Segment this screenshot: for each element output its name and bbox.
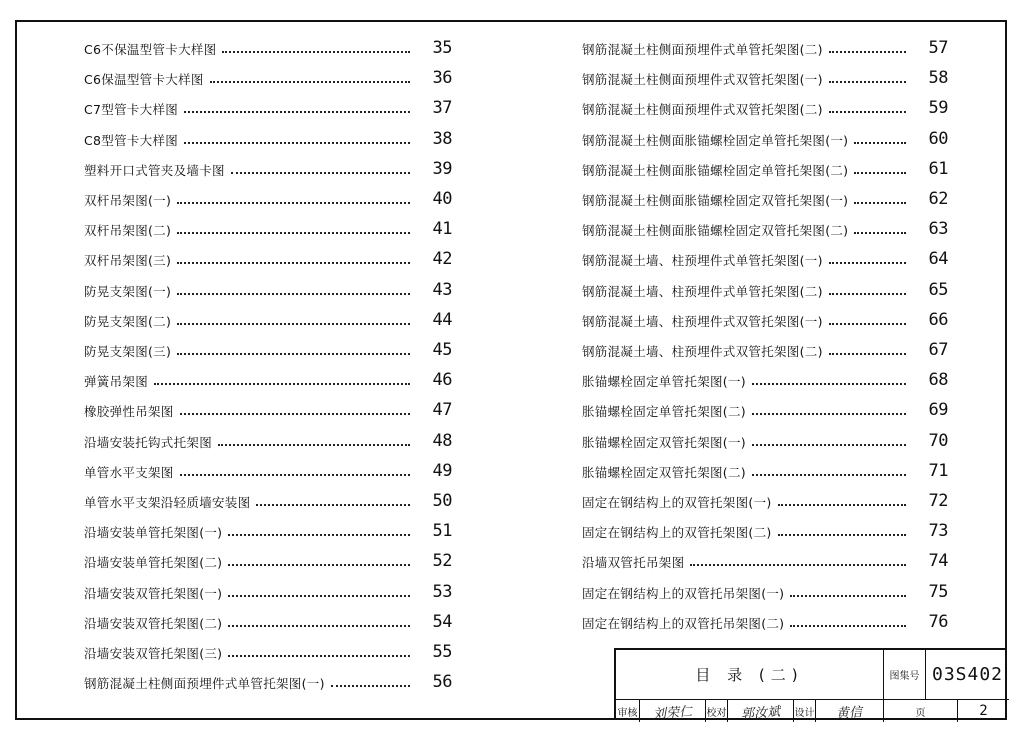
dot-leader xyxy=(222,51,410,53)
toc-entry-page: 56 xyxy=(432,672,452,693)
toc-entry-title: 沿墙安装托钩式托架图 xyxy=(84,434,213,450)
toc-entry-title: 沿墙安装双管托架图(一) xyxy=(84,585,223,601)
dot-leader xyxy=(854,202,906,204)
dot-leader xyxy=(752,383,906,385)
toc-entry-title: 胀锚螺栓固定双管托架图(一) xyxy=(582,434,746,450)
toc-entry xyxy=(84,459,452,481)
toc-entry xyxy=(84,338,452,360)
toc-entry-title: 双杆吊架图(三) xyxy=(84,253,172,269)
toc-entry-title: 胀锚螺栓固定单管托架图(一) xyxy=(582,374,746,390)
dot-leader xyxy=(829,81,906,83)
toc-entry xyxy=(582,398,948,420)
toc-entry-page: 45 xyxy=(432,340,452,360)
toc-entry xyxy=(84,670,452,692)
dot-leader xyxy=(177,323,410,325)
toc-entry xyxy=(84,429,452,451)
toc-entry-page: 71 xyxy=(928,460,948,481)
dot-leader xyxy=(829,51,906,53)
dot-leader xyxy=(790,625,906,627)
toc-entry-title: 固定在钢结构上的双管托吊架图(一) xyxy=(582,585,785,601)
toc-entry-page: 39 xyxy=(432,158,452,179)
toc-entry-page: 74 xyxy=(928,551,948,572)
toc-entry-title: 沿墙安装双管托架图(三) xyxy=(84,646,223,661)
dot-leader xyxy=(228,595,410,597)
dot-leader xyxy=(829,293,906,295)
toc-entry-page: 51 xyxy=(432,521,452,542)
toc-entry-title: 钢筋混凝土柱侧面预埋件式双管托架图(一) xyxy=(582,72,823,88)
toc-entry-page: 44 xyxy=(432,309,452,330)
toc-entry-title: 胀锚螺栓固定单管托架图(二) xyxy=(582,404,746,420)
toc-entry-title: 胀锚螺栓固定双管托架图(二) xyxy=(582,464,746,480)
toc-entry-title: 固定在钢结构上的双管托架图(一) xyxy=(582,495,772,510)
toc-entry-title: 钢筋混凝土柱侧面胀锚螺栓固定单管托架图(一) xyxy=(582,132,849,148)
atlas-number: 03S402 xyxy=(926,650,1009,700)
atlas-number-label: 图集号 xyxy=(884,650,926,700)
toc-entry xyxy=(84,519,452,541)
toc-entry xyxy=(582,247,948,269)
toc-entry xyxy=(582,459,948,481)
review-signature xyxy=(640,700,706,722)
toc-entry-title: 钢筋混凝土柱侧面胀锚螺栓固定单管托架图(二) xyxy=(582,162,849,178)
toc-entry-page: 75 xyxy=(928,581,948,602)
dot-leader xyxy=(829,262,906,264)
toc-entry-page: 54 xyxy=(432,611,452,632)
toc-entry-title: C8型管卡大样图 xyxy=(84,132,179,148)
toc-entry xyxy=(582,338,948,360)
toc-entry-page: 57 xyxy=(928,38,948,58)
toc-entry xyxy=(84,36,452,58)
toc-entry-page: 72 xyxy=(928,491,948,511)
check-signature-text: 郭汝斌 xyxy=(740,704,781,722)
toc-entry-page: 66 xyxy=(928,309,948,330)
dot-leader xyxy=(829,111,906,113)
toc-entry xyxy=(84,640,452,662)
toc-entry xyxy=(84,580,452,602)
toc-entry xyxy=(582,429,948,451)
dot-leader xyxy=(218,444,410,446)
toc-entry-title: 双杆吊架图(二) xyxy=(84,223,172,239)
toc-entry-title: 钢筋混凝土柱侧面预埋件式单管托架图(一) xyxy=(84,676,325,692)
toc-entry-title: 钢筋混凝土墙、柱预埋件式双管托架图(一) xyxy=(582,313,823,329)
toc-entry-title: 钢筋混凝土墙、柱预埋件式单管托架图(一) xyxy=(582,253,823,269)
toc-entry xyxy=(84,489,452,511)
toc-entry-page: 69 xyxy=(928,400,948,421)
toc-entry-title: 防晃支架图(一) xyxy=(84,283,172,299)
toc-entry-page: 68 xyxy=(928,370,948,391)
toc-entry xyxy=(84,157,452,179)
toc-entry xyxy=(84,127,452,149)
design-signature-text: 黄信 xyxy=(836,704,864,722)
toc-entry xyxy=(84,278,452,300)
toc-entry xyxy=(84,217,452,239)
toc-entry-title: 钢筋混凝土柱侧面预埋件式单管托架图(二) xyxy=(582,42,823,57)
toc-entry-page: 61 xyxy=(928,158,948,179)
dot-leader xyxy=(854,172,906,174)
toc-entry-page: 60 xyxy=(928,128,948,149)
toc-entry-title: 沿墙安装单管托架图(一) xyxy=(84,525,223,541)
toc-entry-title: 沿墙双管托吊架图 xyxy=(582,555,685,571)
dot-leader xyxy=(180,474,410,476)
toc-entry xyxy=(582,157,948,179)
toc-entry-page: 76 xyxy=(928,611,948,632)
toc-entry xyxy=(582,368,948,390)
toc-entry-page: 43 xyxy=(432,279,452,300)
toc-entry-page: 52 xyxy=(432,551,452,572)
toc-entry-page: 58 xyxy=(928,68,948,89)
toc-entry xyxy=(84,247,452,269)
toc-entry-page: 37 xyxy=(432,98,452,119)
toc-entry xyxy=(582,127,948,149)
dot-leader xyxy=(778,504,906,506)
dot-leader xyxy=(177,353,410,355)
toc-entry-title: 沿墙安装双管托架图(二) xyxy=(84,615,223,631)
toc-entry-title: C7型管卡大样图 xyxy=(84,102,179,118)
check-label: 校对 xyxy=(706,700,728,722)
toc-entry-title: 单管水平支架沿轻质墙安装图 xyxy=(84,495,251,510)
dot-leader xyxy=(177,232,410,234)
dot-leader xyxy=(331,685,410,687)
toc-entry-title: 橡胶弹性吊架图 xyxy=(84,404,174,420)
dot-leader xyxy=(228,655,410,657)
toc-entry-page: 41 xyxy=(432,219,452,240)
toc-entry xyxy=(582,549,948,571)
toc-entry xyxy=(582,308,948,330)
toc-entry xyxy=(84,398,452,420)
dot-leader xyxy=(752,444,906,446)
toc-entry-title: 钢筋混凝土柱侧面预埋件式双管托架图(二) xyxy=(582,102,823,118)
toc-entry xyxy=(84,610,452,632)
toc-entry-page: 55 xyxy=(432,642,452,662)
toc-entry-title: C6不保温型管卡大样图 xyxy=(84,42,217,57)
toc-entry xyxy=(582,610,948,632)
toc-entry-page: 47 xyxy=(432,400,452,421)
dot-leader xyxy=(752,413,906,415)
toc-entry-page: 49 xyxy=(432,460,452,481)
toc-entry xyxy=(582,580,948,602)
toc-entry-title: 双杆吊架图(一) xyxy=(84,193,172,208)
toc-entry xyxy=(84,549,452,571)
design-signature xyxy=(816,700,884,722)
toc-entry-title: 单管水平支架图 xyxy=(84,464,174,480)
dot-leader xyxy=(154,383,410,385)
dot-leader xyxy=(829,323,906,325)
dot-leader xyxy=(690,564,906,566)
dot-leader xyxy=(184,142,410,144)
toc-entry xyxy=(84,187,452,209)
toc-entry xyxy=(582,96,948,118)
dot-leader xyxy=(184,111,410,113)
toc-entry xyxy=(84,308,452,330)
dot-leader xyxy=(180,413,410,415)
review-signature-text: 刘荣仁 xyxy=(652,704,693,722)
dot-leader xyxy=(228,564,410,566)
toc-entry-page: 67 xyxy=(928,340,948,360)
toc-entry-page: 64 xyxy=(928,249,948,270)
toc-entry-title: 钢筋混凝土柱侧面胀锚螺栓固定双管托架图(二) xyxy=(582,223,849,239)
toc-entry-title: 钢筋混凝土柱侧面胀锚螺栓固定双管托架图(一) xyxy=(582,193,849,208)
dot-leader xyxy=(228,625,410,627)
dot-leader xyxy=(778,534,906,536)
toc-entry xyxy=(582,519,948,541)
toc-entry-page: 53 xyxy=(432,581,452,602)
check-signature xyxy=(728,700,794,722)
toc-entry-page: 36 xyxy=(432,68,452,89)
toc-entry-title: 钢筋混凝土墙、柱预埋件式单管托架图(二) xyxy=(582,283,823,299)
drawing-name: 目 录 (二) xyxy=(616,650,884,700)
dot-leader xyxy=(752,474,906,476)
toc-entry-page: 38 xyxy=(432,128,452,149)
toc-entry-page: 46 xyxy=(432,370,452,391)
toc-entry-page: 65 xyxy=(928,279,948,300)
page-number: 2 xyxy=(979,703,988,719)
toc-entry-title: 钢筋混凝土墙、柱预埋件式双管托架图(二) xyxy=(582,344,823,359)
toc-entry-title: 防晃支架图(二) xyxy=(84,313,172,329)
dot-leader xyxy=(854,232,906,234)
dot-leader xyxy=(790,595,906,597)
dot-leader xyxy=(210,81,410,83)
toc-entry xyxy=(84,66,452,88)
toc-entry-title: 固定在钢结构上的双管托吊架图(二) xyxy=(582,615,785,631)
toc-entry-page: 35 xyxy=(432,38,452,58)
toc-entry-page: 63 xyxy=(928,219,948,240)
toc-entry-title: 固定在钢结构上的双管托架图(二) xyxy=(582,525,772,541)
toc-entry xyxy=(582,217,948,239)
toc-entry-title: C6保温型管卡大样图 xyxy=(84,72,204,88)
dot-leader xyxy=(177,202,410,204)
dot-leader xyxy=(256,504,410,506)
page-label: 页 xyxy=(884,700,958,722)
toc-entry xyxy=(582,278,948,300)
toc-entry-page: 40 xyxy=(432,189,452,209)
toc-entry-title: 沿墙安装单管托架图(二) xyxy=(84,555,223,571)
dot-leader xyxy=(228,534,410,536)
toc-entry xyxy=(582,187,948,209)
toc-entry-page: 73 xyxy=(928,521,948,542)
dot-leader xyxy=(177,293,410,295)
toc-entry-page: 48 xyxy=(432,430,452,451)
review-label: 审核 xyxy=(616,700,640,722)
toc-entry-page: 59 xyxy=(928,98,948,119)
toc-entry xyxy=(582,36,948,58)
toc-entry xyxy=(84,96,452,118)
dot-leader xyxy=(829,353,906,355)
toc-entry-title: 防晃支架图(三) xyxy=(84,344,172,359)
toc-entry-page: 70 xyxy=(928,430,948,451)
toc-entry-title: 塑料开口式管夹及墙卡图 xyxy=(84,162,225,178)
toc-entry-title: 弹簧吊架图 xyxy=(84,374,149,390)
toc-entry xyxy=(582,66,948,88)
toc-entry-page: 62 xyxy=(928,189,948,209)
toc-entry xyxy=(84,368,452,390)
toc-entry xyxy=(582,489,948,511)
design-label: 设计 xyxy=(794,700,816,722)
toc-entry-page: 42 xyxy=(432,249,452,270)
dot-leader xyxy=(854,142,906,144)
title-block xyxy=(614,648,1007,720)
dot-leader xyxy=(231,172,410,174)
dot-leader xyxy=(177,262,410,264)
toc-entry-page: 50 xyxy=(432,491,452,511)
